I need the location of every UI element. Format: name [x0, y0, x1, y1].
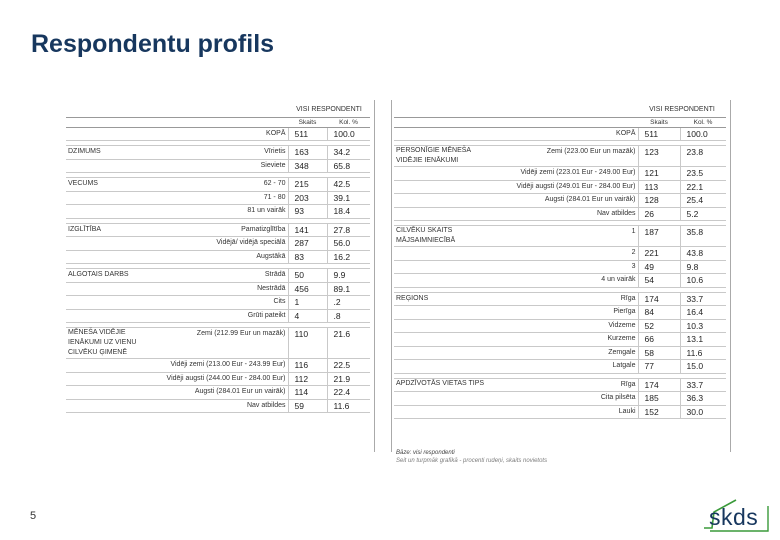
subheader-empty — [154, 117, 288, 127]
row-percent: 9.9 — [327, 269, 370, 283]
header-all-respondents: VISI RESPONDENTI — [638, 104, 726, 117]
col-count-header: Skaits — [638, 117, 680, 127]
row-label: Strādā — [154, 269, 288, 283]
group-label — [66, 359, 154, 373]
row-count: 152 — [638, 405, 680, 419]
row-percent: 23.8 — [680, 146, 726, 167]
row-percent: .8 — [327, 309, 370, 323]
row-label: Zemgale — [492, 346, 638, 360]
table-row — [66, 386, 370, 400]
row-count: 185 — [638, 392, 680, 406]
table-row — [394, 346, 726, 360]
row-percent: 13.1 — [680, 333, 726, 347]
row-label: 1 — [492, 226, 638, 247]
row-percent: 11.6 — [680, 346, 726, 360]
table-row — [394, 333, 726, 347]
table-row — [394, 167, 726, 181]
row-percent: 15.0 — [680, 360, 726, 374]
row-percent: 100.0 — [327, 127, 370, 141]
row-count: 174 — [638, 292, 680, 306]
table-row — [66, 282, 370, 296]
table-row — [66, 127, 370, 141]
row-label: Nav atbildes — [154, 399, 288, 413]
row-percent: 22.4 — [327, 386, 370, 400]
row-percent: 33.7 — [680, 292, 726, 306]
table-row — [394, 319, 726, 333]
row-count: 26 — [638, 207, 680, 221]
row-label: Augsti (284.01 Eur un vairāk) — [492, 194, 638, 208]
row-count: 187 — [638, 226, 680, 247]
row-count: 203 — [288, 191, 327, 205]
left-respondent-table — [66, 104, 370, 413]
header-all-respondents: VISI RESPONDENTI — [288, 104, 370, 117]
group-label — [66, 309, 154, 323]
group-label — [394, 274, 492, 288]
table-row — [66, 296, 370, 310]
row-label: Vīrietis — [154, 146, 288, 160]
group-label: DZIMUMS — [66, 146, 154, 160]
group-label — [394, 360, 492, 374]
row-count: 141 — [288, 223, 327, 237]
row-count: 58 — [638, 346, 680, 360]
table-row — [66, 159, 370, 173]
row-percent: 39.1 — [327, 191, 370, 205]
row-count: 174 — [638, 378, 680, 392]
row-count: 93 — [288, 205, 327, 219]
group-label — [394, 319, 492, 333]
row-percent: 34.2 — [327, 146, 370, 160]
row-count: 83 — [288, 250, 327, 264]
table-row — [394, 194, 726, 208]
row-count: 84 — [638, 306, 680, 320]
row-percent: 30.0 — [680, 405, 726, 419]
group-label — [66, 296, 154, 310]
row-percent: 18.4 — [327, 205, 370, 219]
row-percent: 33.7 — [680, 378, 726, 392]
row-count: 163 — [288, 146, 327, 160]
header-empty — [154, 104, 288, 117]
table-row — [66, 223, 370, 237]
table-row — [66, 328, 370, 359]
row-percent: 42.5 — [327, 178, 370, 192]
row-percent: 21.9 — [327, 372, 370, 386]
table-row — [394, 260, 726, 274]
row-count: 112 — [288, 372, 327, 386]
row-count: 52 — [638, 319, 680, 333]
row-percent: 9.8 — [680, 260, 726, 274]
row-percent: .2 — [327, 296, 370, 310]
row-label: 2 — [492, 247, 638, 261]
table-row — [394, 306, 726, 320]
group-label — [394, 260, 492, 274]
table-row — [66, 359, 370, 373]
row-percent: 36.3 — [680, 392, 726, 406]
table-row — [66, 399, 370, 413]
row-count: 1 — [288, 296, 327, 310]
row-count: 50 — [288, 269, 327, 283]
row-label: Zemi (212.99 Eur un mazāk) — [154, 328, 288, 359]
row-label: Sieviete — [154, 159, 288, 173]
row-count: 110 — [288, 328, 327, 359]
group-label — [66, 127, 154, 141]
group-label: CILVĒKU SKAITS MĀJSAIMNIECĪBĀ — [394, 226, 492, 247]
row-label: KOPĀ — [154, 127, 288, 141]
group-label — [66, 386, 154, 400]
row-label: Latgale — [492, 360, 638, 374]
table-row — [394, 180, 726, 194]
group-label — [66, 159, 154, 173]
row-percent: 16.4 — [680, 306, 726, 320]
group-label — [66, 205, 154, 219]
table-row — [394, 378, 726, 392]
row-label: Vidēji augsti (244.00 Eur - 284.00 Eur) — [154, 372, 288, 386]
table-row — [66, 205, 370, 219]
row-percent: 35.8 — [680, 226, 726, 247]
header-empty — [394, 104, 492, 117]
row-count: 511 — [638, 127, 680, 141]
row-count: 123 — [638, 146, 680, 167]
col-count-header: Skaits — [288, 117, 327, 127]
group-label: ALGOTAIS DARBS — [66, 269, 154, 283]
subheader-row — [66, 117, 370, 127]
row-label: Pamatizglītība — [154, 223, 288, 237]
group-label: VECUMS — [66, 178, 154, 192]
row-percent: 65.8 — [327, 159, 370, 173]
col-pct-header: Kol. % — [327, 117, 370, 127]
group-label: APDZĪVOTĀS VIETAS TIPS — [394, 378, 492, 392]
row-percent: 11.6 — [327, 399, 370, 413]
row-count: 287 — [288, 237, 327, 251]
logo-text: skds — [709, 504, 759, 530]
table-row — [66, 269, 370, 283]
row-label: Nestrādā — [154, 282, 288, 296]
subheader-empty — [66, 117, 154, 127]
group-label — [66, 237, 154, 251]
row-count: 59 — [288, 399, 327, 413]
row-count: 511 — [288, 127, 327, 141]
group-label — [66, 372, 154, 386]
row-label: Nav atbildes — [492, 207, 638, 221]
row-percent: 22.1 — [680, 180, 726, 194]
group-label — [394, 405, 492, 419]
table-row — [66, 309, 370, 323]
table-row — [394, 146, 726, 167]
page-title: Respondentu profils — [31, 30, 275, 58]
table-row — [66, 146, 370, 160]
group-label: PERSONĪGIE MĒNEŠA VIDĒJIE IENĀKUMI — [394, 146, 492, 167]
group-label: MĒNEŠA VIDĒJIE IENĀKUMI UZ VIENU CILVĒKU ĢIMENĒ — [66, 328, 154, 359]
table-row — [394, 226, 726, 247]
row-count: 54 — [638, 274, 680, 288]
row-count: 221 — [638, 247, 680, 261]
row-label: Cita pilsēta — [492, 392, 638, 406]
group-label — [394, 346, 492, 360]
row-label: Vidēji augsti (249.01 Eur - 284.00 Eur) — [492, 180, 638, 194]
row-label: Augstākā — [154, 250, 288, 264]
row-label: 81 un vairāk — [154, 205, 288, 219]
table-row — [66, 237, 370, 251]
col-pct-header: Kol. % — [680, 117, 726, 127]
row-count: 49 — [638, 260, 680, 274]
row-percent: 27.8 — [327, 223, 370, 237]
row-percent: 100.0 — [680, 127, 726, 141]
row-percent: 5.2 — [680, 207, 726, 221]
row-label: Rīga — [492, 378, 638, 392]
row-count: 4 — [288, 309, 327, 323]
group-label — [394, 333, 492, 347]
row-label: 62 - 70 — [154, 178, 288, 192]
table-row — [394, 274, 726, 288]
row-percent: 21.6 — [327, 328, 370, 359]
row-percent: 25.4 — [680, 194, 726, 208]
row-percent: 23.5 — [680, 167, 726, 181]
header-row — [66, 104, 370, 117]
group-label — [394, 247, 492, 261]
row-label: 4 un vairāk — [492, 274, 638, 288]
row-label: Grūti pateikt — [154, 309, 288, 323]
table-row — [394, 360, 726, 374]
row-count: 348 — [288, 159, 327, 173]
row-label: Kurzeme — [492, 333, 638, 347]
row-percent: 22.5 — [327, 359, 370, 373]
row-label: Rīga — [492, 292, 638, 306]
right-respondent-table — [394, 104, 726, 419]
row-percent: 89.1 — [327, 282, 370, 296]
row-label: Lauki — [492, 405, 638, 419]
row-label: Pierīga — [492, 306, 638, 320]
row-percent: 43.8 — [680, 247, 726, 261]
row-label: KOPĀ — [492, 127, 638, 141]
table-row — [66, 191, 370, 205]
row-percent: 10.6 — [680, 274, 726, 288]
group-label — [394, 127, 492, 141]
row-label: 3 — [492, 260, 638, 274]
row-count: 128 — [638, 194, 680, 208]
group-label — [66, 191, 154, 205]
row-label: Zemi (223.00 Eur un mazāk) — [492, 146, 638, 167]
table-row — [394, 405, 726, 419]
group-label — [66, 399, 154, 413]
subheader-row — [394, 117, 726, 127]
table-row — [394, 392, 726, 406]
row-percent: 56.0 — [327, 237, 370, 251]
row-label: Cits — [154, 296, 288, 310]
row-label: 71 - 80 — [154, 191, 288, 205]
group-label: REĢIONS — [394, 292, 492, 306]
row-count: 215 — [288, 178, 327, 192]
row-count: 456 — [288, 282, 327, 296]
row-count: 77 — [638, 360, 680, 374]
group-label — [394, 167, 492, 181]
group-label — [394, 392, 492, 406]
subheader-empty — [394, 117, 492, 127]
row-label: Vidzeme — [492, 319, 638, 333]
row-count: 116 — [288, 359, 327, 373]
table-row — [394, 207, 726, 221]
group-label — [394, 180, 492, 194]
table-row — [66, 178, 370, 192]
row-count: 66 — [638, 333, 680, 347]
subheader-empty — [492, 117, 638, 127]
row-percent: 10.3 — [680, 319, 726, 333]
row-count: 121 — [638, 167, 680, 181]
table-row — [66, 250, 370, 264]
row-count: 113 — [638, 180, 680, 194]
row-label: Vidēji zemi (213.00 Eur - 243.99 Eur) — [154, 359, 288, 373]
row-percent: 16.2 — [327, 250, 370, 264]
table-row — [394, 127, 726, 141]
table-row — [394, 292, 726, 306]
row-label: Vidēji zemi (223.01 Eur - 249.00 Eur) — [492, 167, 638, 181]
row-label: Vidējā/ vidējā speciālā — [154, 237, 288, 251]
group-label — [394, 194, 492, 208]
group-label: IZGLĪTĪBA — [66, 223, 154, 237]
footnote-note: Šeit un turpmāk grafikā - procenti rudeņi, skaits novietots — [396, 458, 548, 464]
group-label — [394, 306, 492, 320]
header-empty — [492, 104, 638, 117]
table-row — [394, 247, 726, 261]
footnote-base: Bāze: visi respondenti — [396, 450, 455, 456]
table-footnote — [396, 449, 547, 465]
table-row — [66, 372, 370, 386]
group-label — [394, 207, 492, 221]
row-label: Augsti (284.01 Eur un vairāk) — [154, 386, 288, 400]
header-empty — [66, 104, 154, 117]
header-row — [394, 104, 726, 117]
row-count: 114 — [288, 386, 327, 400]
group-label — [66, 250, 154, 264]
group-label — [66, 282, 154, 296]
page-number: 5 — [30, 510, 37, 522]
skds-logo — [690, 498, 770, 532]
